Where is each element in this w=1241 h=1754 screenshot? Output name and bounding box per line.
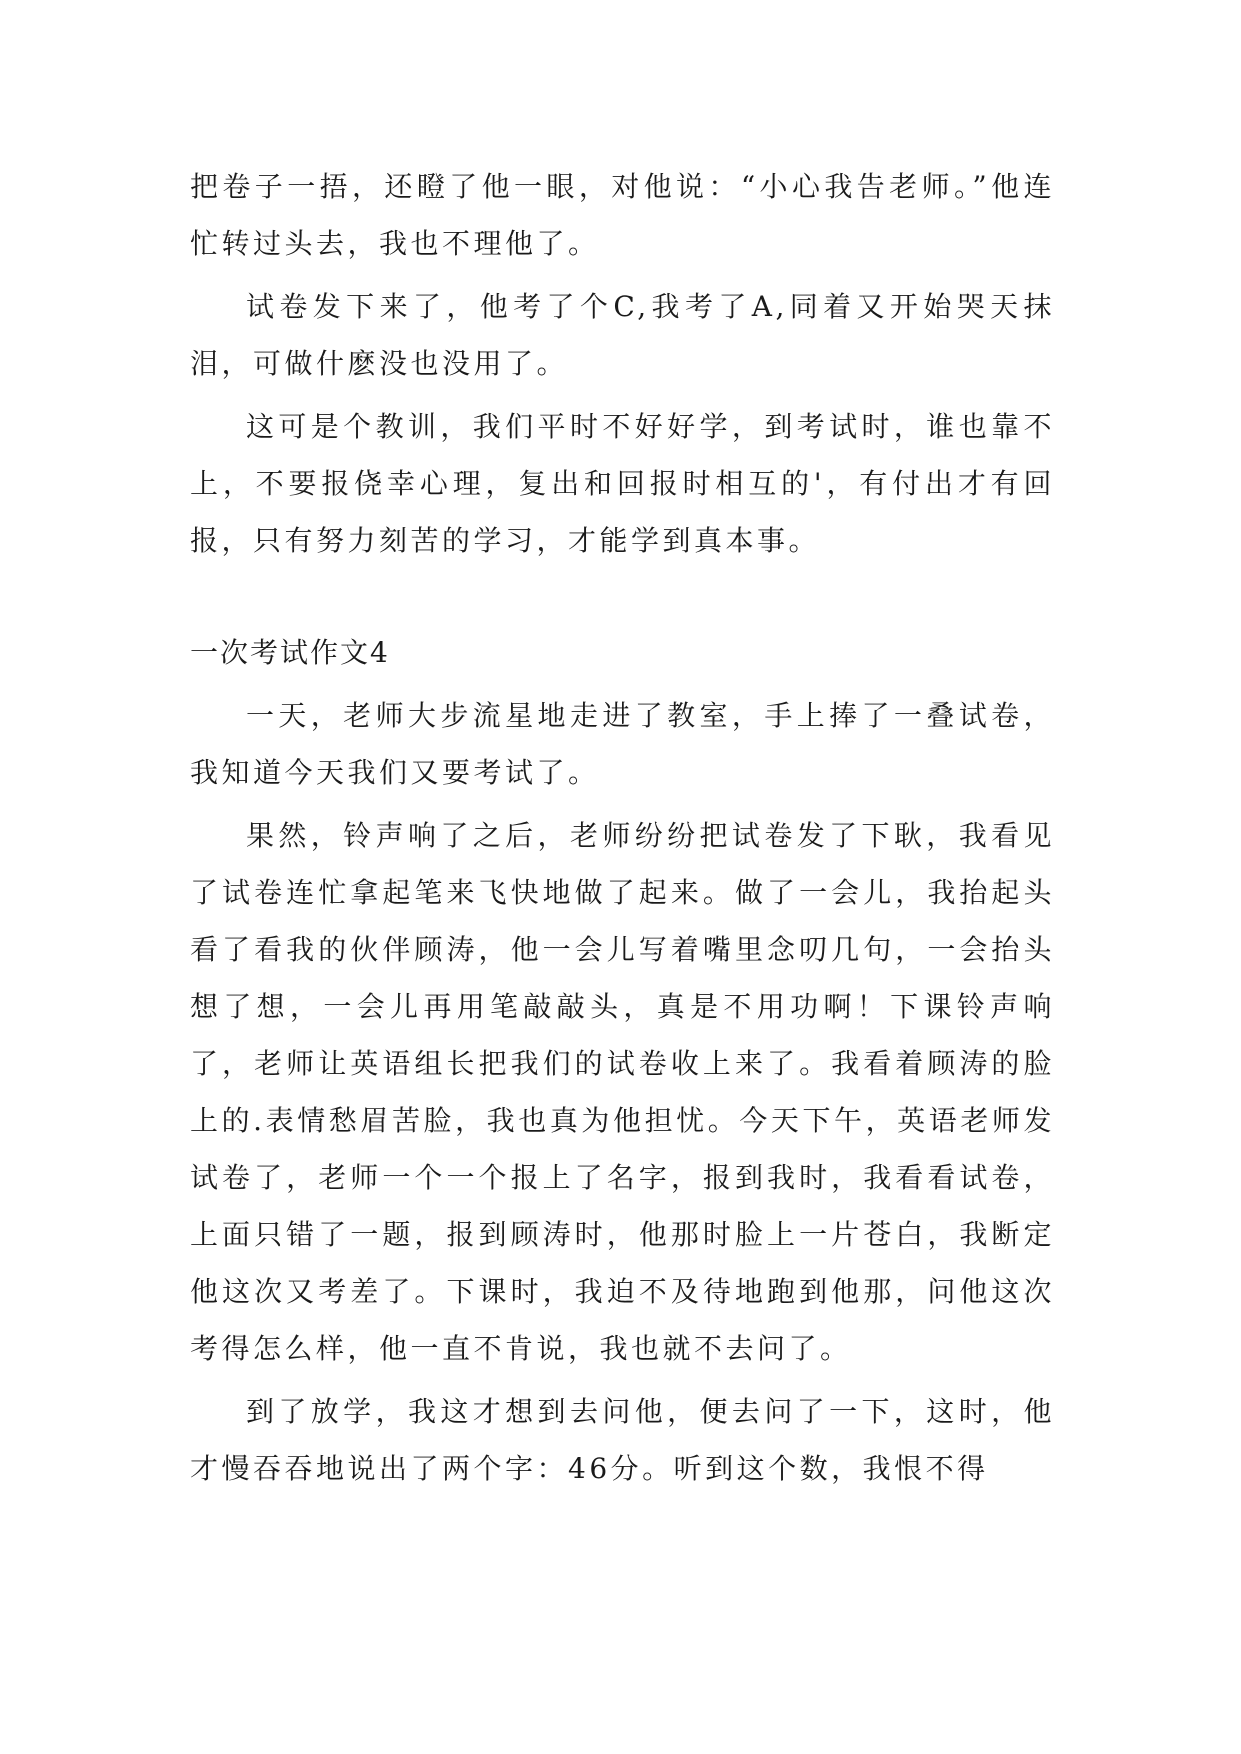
paragraph: 一天，老师大步流星地走进了教室，手上捧了一叠试卷，我知道今天我们又要考试了。 [190, 699, 1055, 789]
paragraph: 果然，铃声响了之后，老师纷纷把试卷发了下耿，我看见了试卷连忙拿起笔来飞快地做了起来。做了一会儿，我抬起头看了看我的伙伴顾涛，他一会儿写着嘴里念叨几句，一会抬头想了想，一会儿再用笔敲敲头，真是不用功啊！下课铃声响了，老师让英语组长把我们的试卷收上来了。我看着顾涛的脸上的.表情愁眉苦脸，我也真为他担忧。今天下午，英语老师发试卷了，老师一个一个报上了名字，报到我时，我看看试卷，上面只错了一题，报到顾涛时，他那时脸上一片苍白，我断定他这次又考差了。下课时，我迫不及待地跑到他那，问他这次考得怎么样，他一直不肯说，我也就不去问了。 [190, 819, 1055, 1365]
paragraph: 试卷发下来了，他考了个C,我考了A,同着又开始哭天抹泪，可做什麽没也没用了。 [190, 290, 1055, 380]
document-body [190, 158, 1055, 1503]
paragraph: 这可是个教训，我们平时不好好学，到考试时，谁也靠不上，不要报侥幸心理，复出和回报时相互的'，有付出才有回报，只有努力刻苦的学习，才能学到真本事。 [190, 410, 1055, 557]
paragraph-continued: 把卷子一捂，还瞪了他一眼，对他说：“小心我告老师。”他连忙转过头去，我也不理他了。 [190, 170, 1055, 260]
section-heading: 一次考试作文4 [190, 636, 390, 669]
paragraph: 到了放学，我这才想到去问他，便去问了一下，这时，他才慢吞吞地说出了两个字：46分。听到这个数，我恨不得 [190, 1395, 1055, 1485]
